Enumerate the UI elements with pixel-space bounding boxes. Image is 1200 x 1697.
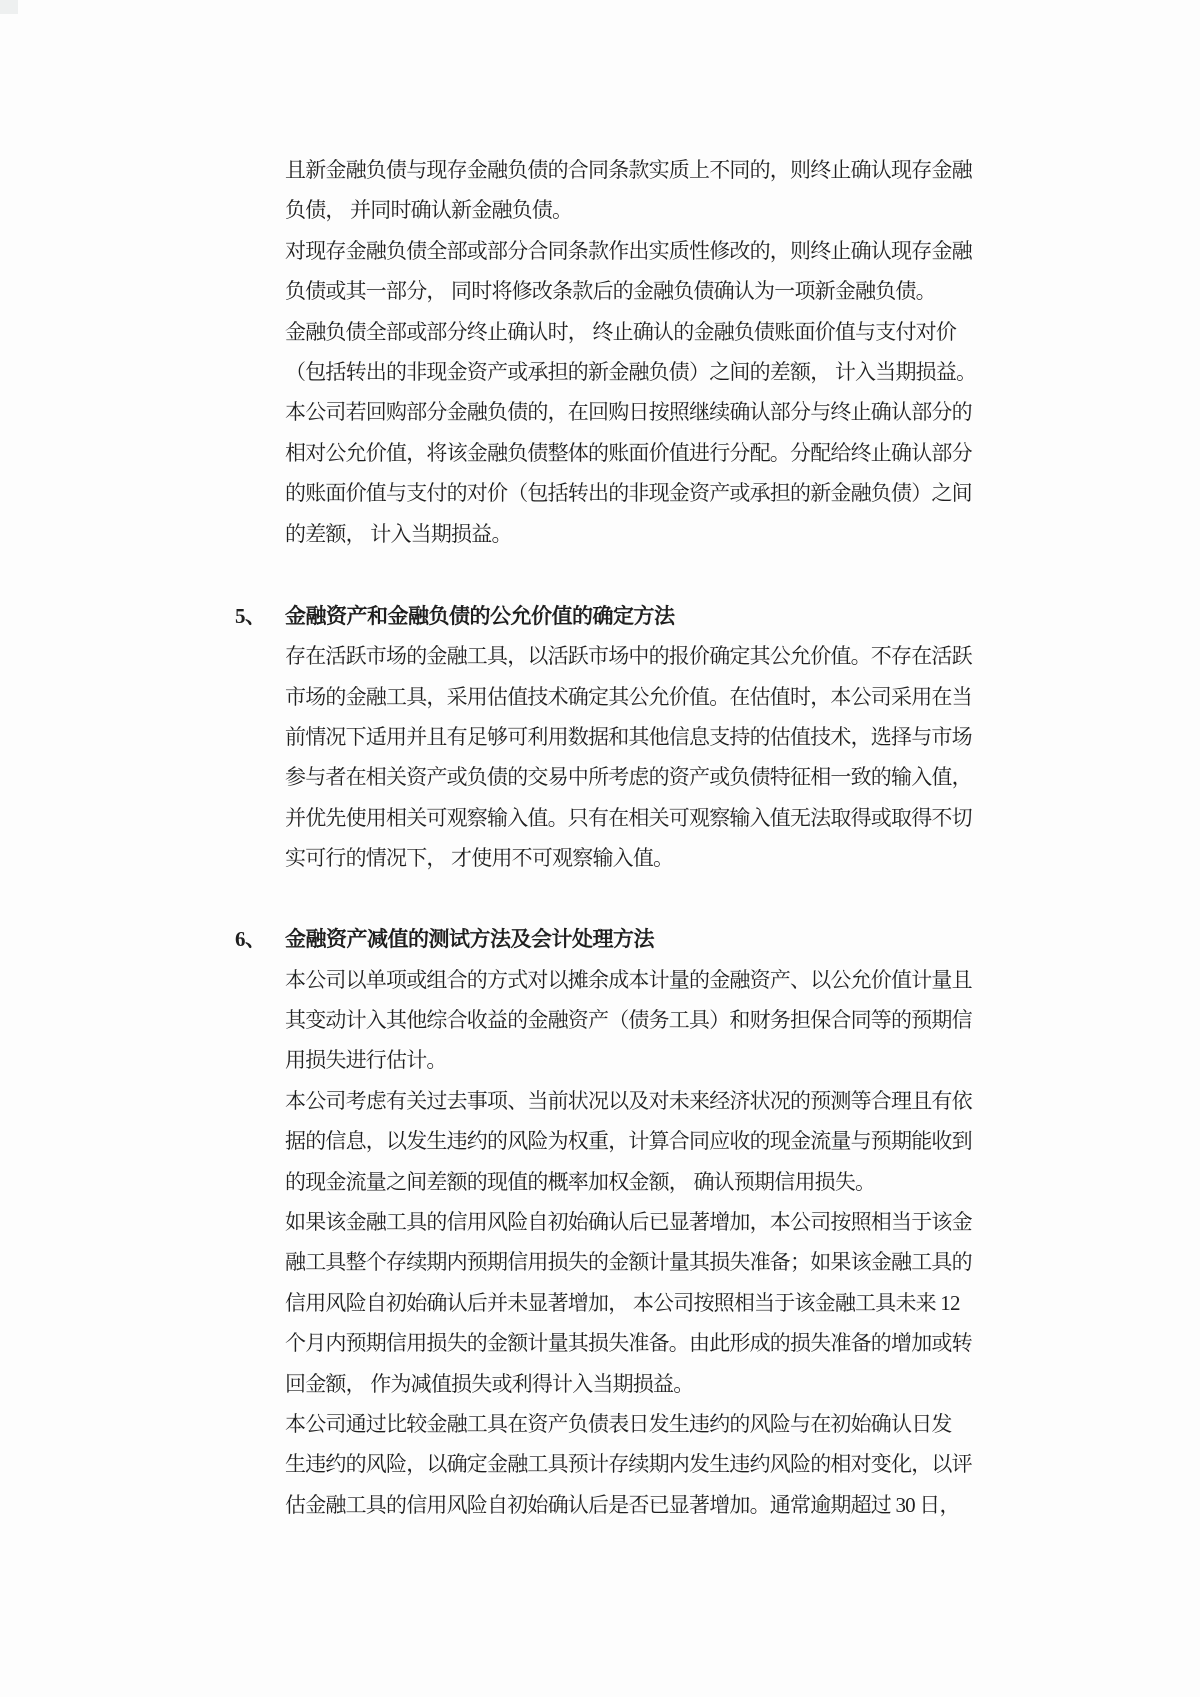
text-line: 的现金流量之间差额的现值的概率加权金额， 确认预期信用损失。 xyxy=(285,1169,876,1194)
text-line: （包括转出的非现金资产或承担的新金融负债）之间的差额， 计入当期损益。 xyxy=(285,359,977,384)
text-line: 本公司通过比较金融工具在资产负债表日发生违约的风险与在初始确认日发 xyxy=(285,1411,952,1436)
text-line: 融工具整个存续期内预期信用损失的金额计量其损失准备；如果该金融工具的 xyxy=(285,1250,972,1275)
text-line: 的账面价值与支付的对价（包括转出的非现金资产或承担的新金融负债）之间 xyxy=(285,481,972,506)
text-line: 并优先使用相关可观察输入值。只有在相关可观察输入值无法取得或取得不切 xyxy=(285,805,972,830)
section-5-number: 5、 xyxy=(235,603,266,628)
text-line: 本公司考虑有关过去事项、当前状况以及对未来经济状况的预测等合理且有依 xyxy=(285,1088,972,1113)
text-line: 负债或其一部分， 同时将修改条款后的金融负债确认为一项新金融负债。 xyxy=(285,279,936,304)
section-5-heading xyxy=(235,596,977,636)
text-line: 实可行的情况下， 才使用不可观察输入值。 xyxy=(285,846,674,871)
text-line: 市场的金融工具，采用估值技术确定其公允价值。在估值时，本公司采用在当 xyxy=(285,684,972,709)
text-line: 负债， 并同时确认新金融负债。 xyxy=(285,198,573,223)
text-line: 据的信息，以发生违约的风险为权重，计算合同应收的现金流量与预期能收到 xyxy=(285,1129,972,1154)
text-line: 本公司以单项或组合的方式对以摊余成本计量的金融资产、以公允价值计量且 xyxy=(285,967,972,992)
text-line: 回金额， 作为减值损失或利得计入当期损益。 xyxy=(285,1371,694,1396)
text-line: 且新金融负债与现存金融负债的合同条款实质上不同的，则终止确认现存金融 xyxy=(285,158,972,182)
text-line: 本公司若回购部分金融负债的，在回购日按照继续确认部分与终止确认部分的 xyxy=(285,400,972,425)
section-5-paragraph xyxy=(285,636,977,878)
section-6-title: 金融资产减值的测试方法及会计处理方法 xyxy=(285,927,654,952)
section-6-paragraph xyxy=(285,960,977,1525)
text-line: 用损失进行估计。 xyxy=(285,1048,447,1073)
text-column xyxy=(235,150,977,1525)
section-6-number: 6、 xyxy=(235,927,266,952)
text-line: 个月内预期信用损失的金额计量其损失准备。由此形成的损失准备的增加或转 xyxy=(285,1331,972,1356)
section-6-heading xyxy=(235,919,977,959)
section-5-title: 金融资产和金融负债的公允价值的确定方法 xyxy=(285,603,675,628)
text-line: 的差额， 计入当期损益。 xyxy=(285,521,512,546)
text-line: 生违约的风险，以确定金融工具预计存续期内发生违约风险的相对变化，以评 xyxy=(285,1452,972,1477)
text-line: 估金融工具的信用风险自初始确认后是否已显著增加。通常逾期超过 30 日， xyxy=(285,1492,960,1517)
text-line: 金融负债全部或部分终止确认时， 终止确认的金融负债账面价值与支付对价 xyxy=(285,319,957,344)
text-line: 相对公允价值，将该金融负债整体的账面价值进行分配。分配给终止确认部分 xyxy=(285,440,972,465)
text-line: 前情况下适用并且有足够可利用数据和其他信息支持的估值技术，选择与市场 xyxy=(285,725,972,750)
text-line: 参与者在相关资产或负债的交易中所考虑的资产或负债特征相一致的输入值， xyxy=(285,765,972,790)
text-line: 信用风险自初始确认后并未显著增加， 本公司按照相当于该金融工具未来 12 xyxy=(285,1290,960,1315)
text-line: 如果该金融工具的信用风险自初始确认后已显著增加，本公司按照相当于该金 xyxy=(285,1209,972,1234)
continuation-paragraph xyxy=(285,150,977,554)
text-line: 其变动计入其他综合收益的金融资产（债务工具）和财务担保合同等的预期信 xyxy=(285,1008,972,1033)
text-line: 对现存金融负债全部或部分合同条款作出实质性修改的，则终止确认现存金融 xyxy=(285,238,972,263)
scan-artifact xyxy=(0,0,18,14)
text-line: 存在活跃市场的金融工具，以活跃市场中的报价确定其公允价值。不存在活跃 xyxy=(285,644,972,669)
